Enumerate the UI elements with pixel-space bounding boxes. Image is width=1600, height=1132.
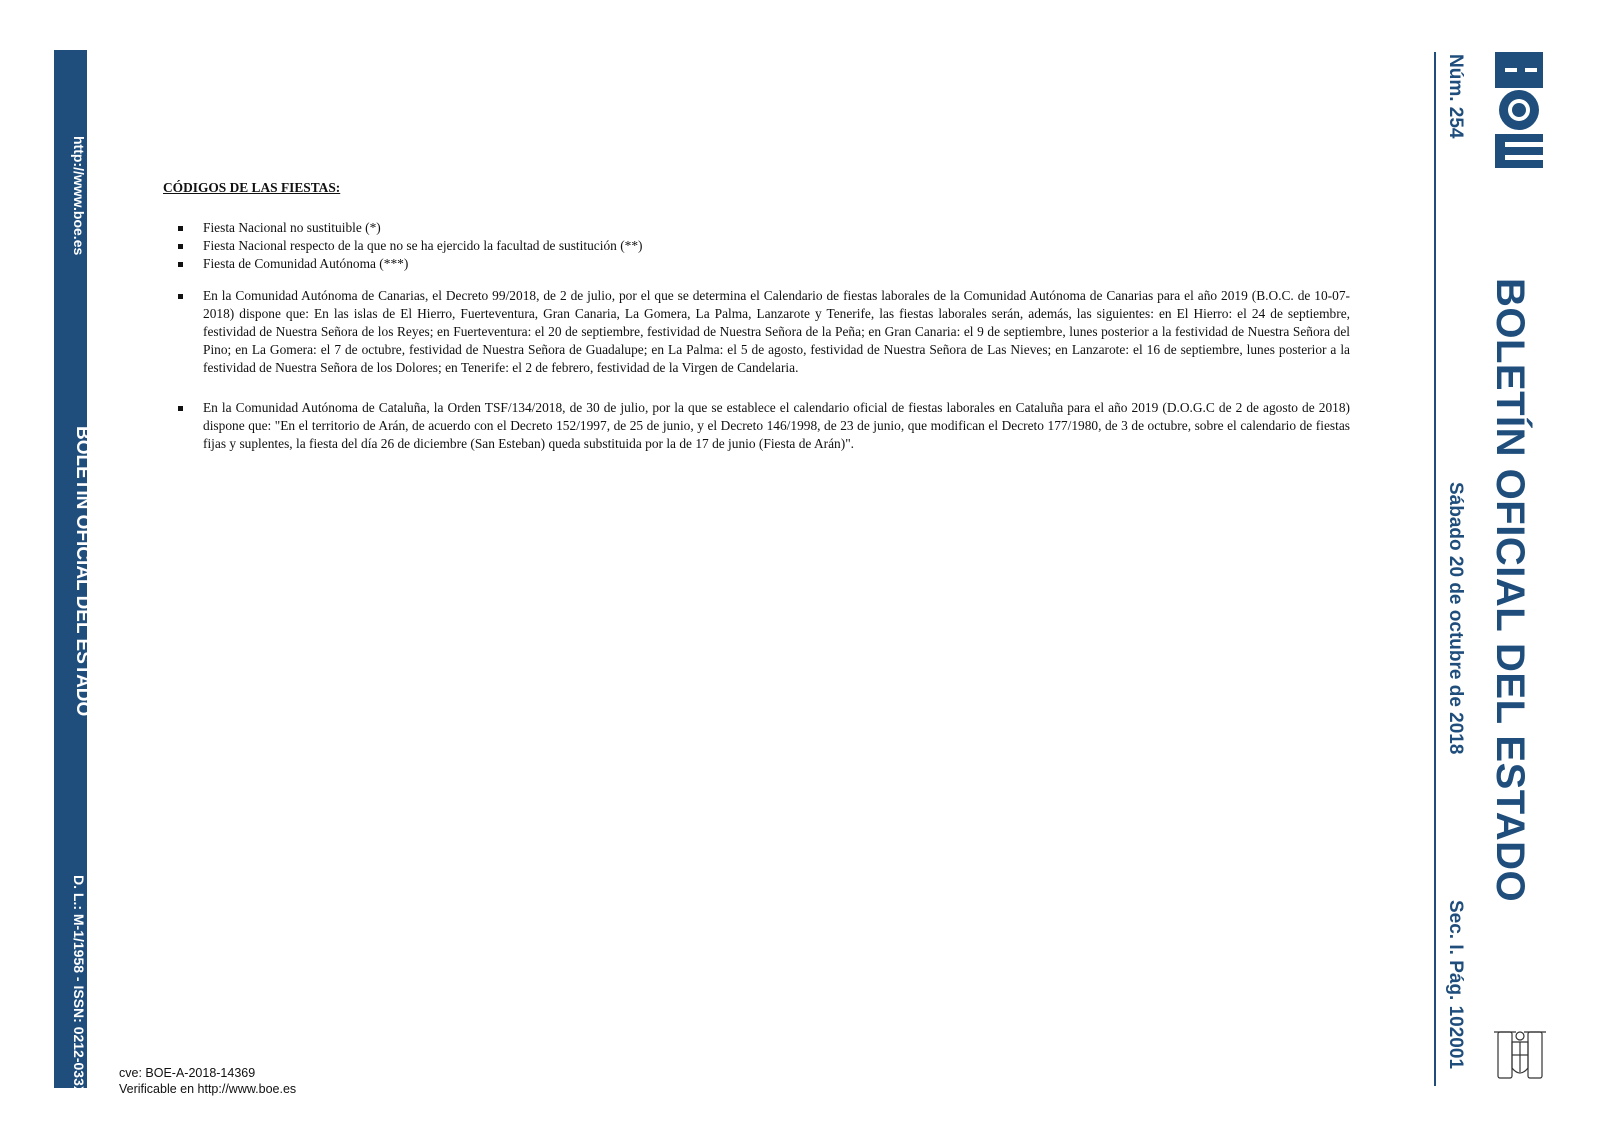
band-legal-deposit: D. L.: M-1/1958 - ISSN: 0212-033X <box>70 875 87 1096</box>
verify-link[interactable]: Verificable en http://www.boe.es <box>119 1082 297 1096</box>
codes-list <box>163 219 1350 273</box>
coat-of-arms-icon <box>1490 1024 1550 1086</box>
list-item: Fiesta Nacional no sustituible (*) <box>163 219 1350 237</box>
bullet-icon <box>178 294 183 299</box>
header-divider <box>1434 52 1436 1086</box>
section-heading: CÓDIGOS DE LAS FIESTAS: <box>163 180 341 195</box>
document-body <box>163 179 1350 453</box>
left-side-band <box>54 50 93 1096</box>
boe-logo-icon <box>1495 52 1543 168</box>
issue-date: Sábado 20 de octubre de 2018 <box>1445 482 1466 755</box>
list-item: Fiesta Nacional respecto de la que no se ha ejercido la facultad de sustitución (**) <box>163 237 1350 255</box>
band-title: BOLETÍN OFICIAL DEL ESTADO <box>71 426 93 717</box>
cve-code: cve: BOE-A-2018-14369 <box>119 1066 256 1080</box>
cataluna-paragraph <box>163 399 1350 453</box>
band-url[interactable]: http://www.boe.es <box>70 136 87 256</box>
paragraph-text: En la Comunidad Autónoma de Cataluña, la Orden TSF/134/2018, de 30 de julio, por la que se establece el calendario oficial de fiestas laborales en Cataluña para el año 2019 (D.O.G.C de 2 de agosto de 2018) dispone que: "En el territorio de Arán, de acuerdo con el Decreto 152/1997, de 25 de junio, y el Decreto 146/1998, de 23 de junio, que modifican el Decreto 177/1980, de 3 de octubre, sobre el calendario de fiestas fijas y suplentes, la fiesta del día 26 de diciembre (San Esteban) queda substituida por la de 17 de junio (Fiesta de Arán)". <box>203 400 1350 451</box>
footer <box>119 1065 296 1097</box>
canarias-paragraph <box>163 287 1350 377</box>
publication-title: BOLETÍN OFICIAL DEL ESTADO <box>1488 278 1532 903</box>
issue-number: Núm. 254 <box>1445 54 1466 139</box>
paragraph-text: En la Comunidad Autónoma de Canarias, el Decreto 99/2018, de 2 de julio, por el que se determina el Calendario de fiestas laborales de la Comunidad Autónoma de Canarias para el año 2019 (B.O.C. de 10-07-2018) dispone que: En las islas de El Hierro, Fuerteventura, Gran Canaria, La Gomera, La Palma, Lanzarote y Tenerife, las fiestas laborales serán, además, las siguientes: en El Hierro: el 24 de septiembre, festividad de Nuestra Señora de los Reyes; en Fuerteventura: el 20 de septiembre, festividad de Nuestra Señora de la Peña; en Gran Canaria: el 9 de septiembre, lunes posterior a la festividad de Nuestra Señora del Pino; en La Gomera: el 7 de octubre, festividad de Nuestra Señora de Guadalupe; en La Palma: el 5 de agosto, festividad de Nuestra Señora de Las Nieves; en Lanzarote: el 16 de septiembre, lunes posterior a la festividad de Nuestra Señora de los Dolores; en Tenerife: el 2 de febrero, festividad de la Virgen de Candelaria. <box>203 288 1350 375</box>
right-header <box>1420 52 1600 1092</box>
list-item: Fiesta de Comunidad Autónoma (***) <box>163 255 1350 273</box>
bullet-icon <box>178 406 183 411</box>
section-page: Sec. I. Pág. 102001 <box>1445 900 1466 1070</box>
